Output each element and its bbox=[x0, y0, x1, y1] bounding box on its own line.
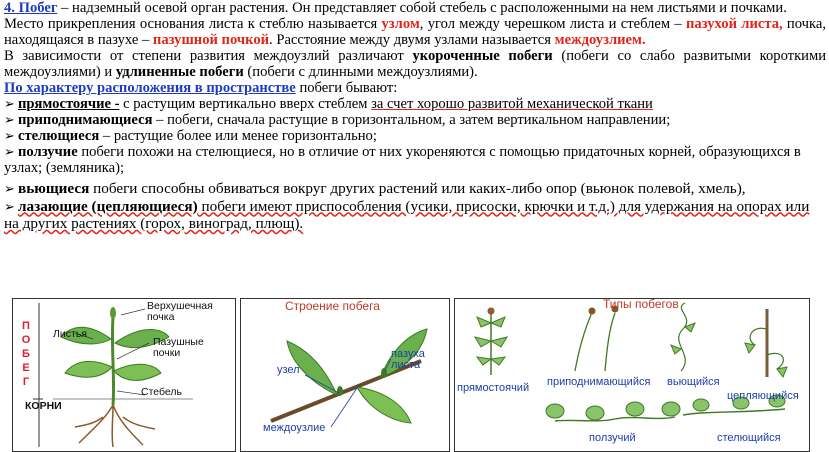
term-shortened: укороченные побеги bbox=[412, 48, 553, 64]
intro-paragraph bbox=[4, 0, 826, 16]
arrow-bullet-icon: ➢ bbox=[4, 144, 15, 159]
term-axillary-bud: пазушной почкой bbox=[152, 32, 270, 48]
type-item-climbing bbox=[4, 198, 826, 233]
type-text: – побеги, сначала растущие в горизонтальном, а затем вертикальном направлении; bbox=[152, 112, 671, 128]
label-erect: прямостоячий bbox=[457, 382, 530, 394]
internode-paragraph bbox=[4, 48, 826, 80]
shoot-side-label: ПОБЕГ bbox=[21, 320, 31, 388]
type-item-twining bbox=[4, 180, 826, 198]
space-heading: По характеру расположения в пространстве bbox=[4, 80, 296, 96]
label-axil: пазуха листа bbox=[391, 348, 425, 371]
type-term: лазающие (цепляющиеся) bbox=[18, 197, 198, 215]
text-span: (побеги со слабо развитыми короткими междоузлиями) и bbox=[4, 48, 827, 80]
label-roots: КОРНИ bbox=[25, 400, 62, 412]
intro-text: – надземный осевой орган растения. Он представляет собой стебель с расположенными на нем листьями и почками. bbox=[57, 0, 787, 16]
document-text bbox=[4, 0, 826, 233]
text-span: (побеги с длинными междоузлиями). bbox=[243, 64, 478, 80]
label-stem: Стебель bbox=[141, 386, 182, 398]
term-node: узлом bbox=[381, 16, 420, 32]
arrow-bullet-icon: ➢ bbox=[4, 181, 15, 196]
type-item-creeping bbox=[4, 144, 826, 176]
text-span: . Расстояние между двумя узлами называется bbox=[269, 32, 555, 48]
arrow-bullet-icon: ➢ bbox=[4, 112, 15, 127]
label-apical-bud: Верхушечная почка bbox=[147, 300, 213, 323]
arrow-bullet-icon: ➢ bbox=[4, 128, 15, 143]
text-span: Место прикрепления основания листа к стеблю называется bbox=[4, 16, 382, 32]
structure-paragraph bbox=[4, 16, 826, 48]
label-internode: междоузлие bbox=[263, 422, 326, 434]
type-text: с растущим вертикально вверх стеблем bbox=[119, 96, 372, 112]
figure-shoot-types bbox=[454, 298, 810, 452]
label-leaves: Листья bbox=[53, 328, 87, 340]
text-span: побеги бывают: bbox=[295, 80, 398, 96]
label-twining: вьющийся bbox=[667, 376, 720, 388]
space-heading-line bbox=[4, 80, 826, 96]
section-title: 4. Побег bbox=[4, 0, 58, 16]
figure-shoot-closeup bbox=[240, 298, 450, 452]
type-term: приподнимающиеся bbox=[18, 112, 153, 128]
text-span: почка, находящаяся в пазухе – bbox=[4, 16, 826, 48]
type-item-ascending bbox=[4, 112, 826, 128]
type-term: вьющиеся bbox=[18, 180, 90, 197]
type-term: прямостоячие - bbox=[18, 96, 120, 112]
label-ascending: приподнимающийся bbox=[547, 376, 651, 388]
type-text: побеги похожи на стелющиеся, но в отличие от них укореняются с помощью придаточных корней, образующихся в узлах; (земляника); bbox=[4, 144, 801, 176]
term-internode: междоузлием. bbox=[554, 32, 646, 48]
type-term: стелющиеся bbox=[18, 128, 100, 144]
type-item-erect bbox=[4, 96, 826, 112]
label-creeping: ползучий bbox=[589, 432, 636, 444]
label-climbing: цепляющийся bbox=[727, 390, 799, 402]
term-elongated: удлиненные побеги bbox=[115, 64, 244, 80]
label-node: узел bbox=[277, 364, 300, 376]
type-text: побеги способны обвиваться вокруг других растений или каких-либо опор (вьюнок полевой, хмель), bbox=[89, 180, 746, 197]
type-text: побеги имеют приспособления (усики, присоски, крючки и т.д.) для удержания на опорах или на других растениях (горох, виноград, плющ). bbox=[4, 197, 810, 232]
type-item-trailing bbox=[4, 128, 826, 144]
type-text: – растущие более или менее горизонтально; bbox=[99, 128, 377, 144]
arrow-bullet-icon: ➢ bbox=[4, 96, 15, 111]
text-span: , угол между черешком листа и стеблем – bbox=[419, 16, 686, 32]
figure-shoot-structure bbox=[12, 298, 236, 452]
type-text-underlined: за счет хорошо развитой механической ткани bbox=[371, 96, 653, 112]
term-axil: пазухой листа, bbox=[686, 16, 783, 32]
type-term: ползучие bbox=[18, 144, 78, 160]
label-trailing: стелющийся bbox=[717, 432, 781, 444]
shoot-types-illustration bbox=[455, 299, 809, 451]
figure2-title: Строение побега bbox=[285, 299, 380, 313]
arrow-bullet-icon: ➢ bbox=[4, 198, 15, 214]
label-axillary-buds: Пазушные почки bbox=[153, 336, 204, 359]
figures-row bbox=[4, 298, 826, 452]
text-span: В зависимости от степени развития междоузлий различают bbox=[4, 48, 413, 64]
figure3-title: Типы побегов bbox=[603, 297, 679, 311]
